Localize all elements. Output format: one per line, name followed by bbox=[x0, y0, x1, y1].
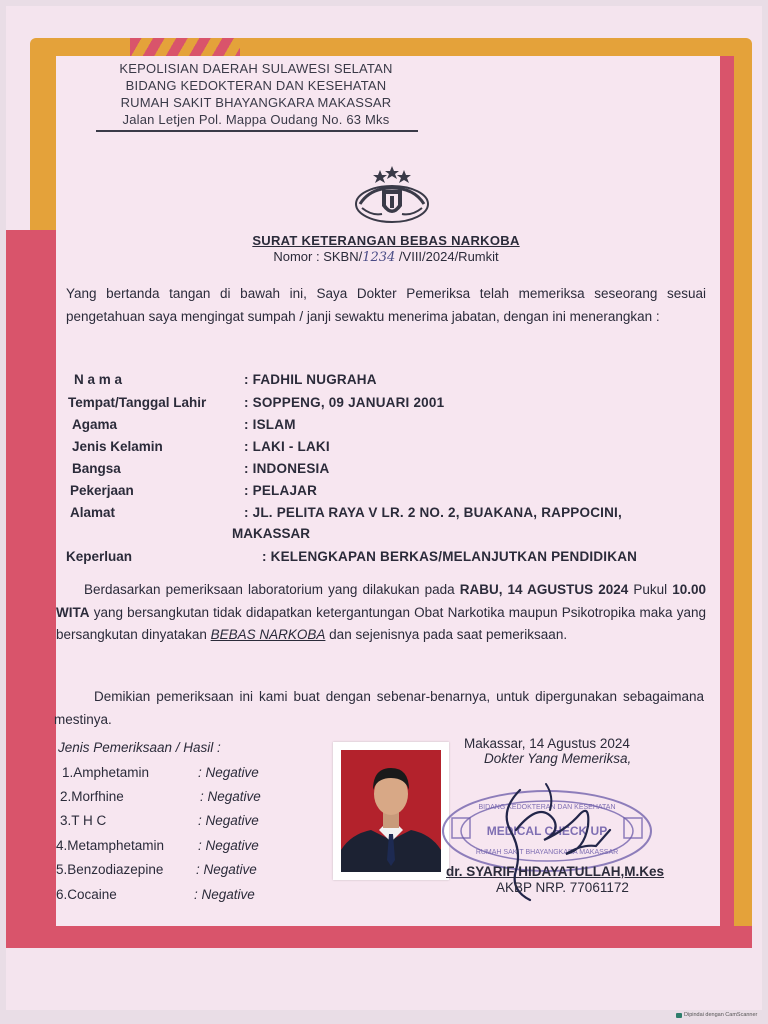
exam-status: BEBAS NARKOBA bbox=[210, 627, 326, 642]
frame-stripes bbox=[130, 38, 240, 56]
doctor-name: dr. SYARIF HIDAYATULLAH,M.Kes bbox=[446, 864, 665, 879]
applicant-photo bbox=[333, 742, 449, 880]
camscanner-icon bbox=[676, 1013, 682, 1018]
field-label-name: N a m a bbox=[74, 372, 123, 387]
exam-time: 10.00 WITA bbox=[56, 582, 706, 620]
document-number-suffix: /VIII/2024/Rumkit bbox=[395, 249, 499, 264]
frame-border-red-left bbox=[6, 230, 56, 948]
field-value-gender: : LAKI - LAKI bbox=[244, 439, 330, 454]
field-value-name: : FADHIL NUGRAHA bbox=[244, 372, 377, 387]
field-value-nationality: : INDONESIA bbox=[244, 461, 330, 476]
document-number-handwritten: 1234 bbox=[362, 250, 396, 265]
exam-date: RABU, 14 AGUSTUS 2024 bbox=[459, 582, 629, 597]
frame-border-red-bottom bbox=[6, 926, 752, 948]
letterhead-line-2: BIDANG KEDOKTERAN DAN KESEHATAN bbox=[125, 78, 387, 93]
result-value: : Negative bbox=[194, 887, 255, 902]
signature-role: Dokter Yang Memeriksa, bbox=[484, 751, 632, 766]
document-title: SURAT KETERANGAN BEBAS NARKOBA bbox=[252, 233, 520, 248]
result-value: : Negative bbox=[198, 838, 259, 853]
field-label-address: Alamat bbox=[70, 505, 116, 520]
result-name: 4.Metamphetamin bbox=[56, 838, 165, 853]
field-label-purpose: Keperluan bbox=[66, 549, 133, 564]
letterhead-line-3: RUMAH SAKIT BHAYANGKARA MAKASSAR bbox=[120, 95, 392, 110]
closing-paragraph bbox=[54, 686, 704, 731]
scanner-text: Dipindai dengan CamScanner bbox=[684, 1012, 758, 1018]
exam-text-3: yang bersangkutan tidak didapatkan ketergantungan Obat Narkotika maupun Psikotropika maka yang bersangkutan dinyatakan bbox=[56, 604, 706, 642]
letterhead-line-4: Jalan Letjen Pol. Mappa Oudang No. 63 Mks bbox=[122, 112, 390, 127]
scanner-watermark bbox=[676, 1012, 757, 1018]
results-heading: Jenis Pemeriksaan / Hasil : bbox=[58, 740, 221, 755]
intro-paragraph: Yang bertanda tangan di bawah ini, Saya Dokter Pemeriksa telah memeriksa seseorang sesuai pengetahuan saya mengingat sumpah / janji sewaktu menerima jabatan, dengan ini menerangkan : bbox=[66, 286, 706, 324]
field-value-occupation: : PELAJAR bbox=[244, 483, 318, 498]
result-name: 5.Benzodiazepine bbox=[56, 862, 164, 877]
result-name: 6.Cocaine bbox=[56, 887, 117, 902]
letterhead bbox=[96, 60, 416, 128]
doctor-nrp: AKBP NRP. 77061172 bbox=[496, 880, 629, 895]
exam-text-1: Berdasarkan pemeriksaan laboratorium yang dilakukan pada bbox=[84, 582, 460, 597]
field-value-address-continuation: MAKASSAR bbox=[232, 526, 311, 541]
exam-text-2: Pukul bbox=[628, 582, 673, 597]
document-number-prefix: Nomor : SKBN/ bbox=[273, 249, 363, 264]
field-value-birth: : SOPPENG, 09 JANUARI 2001 bbox=[244, 395, 445, 410]
result-value: : Negative bbox=[198, 765, 259, 780]
field-value-purpose: : KELENGKAPAN BERKAS/MELANJUTKAN PENDIDIKAN bbox=[262, 549, 638, 564]
document-number bbox=[186, 249, 586, 265]
result-name: 2.Morfhine bbox=[60, 789, 124, 804]
field-label-occupation: Pekerjaan bbox=[70, 483, 134, 498]
result-value: : Negative bbox=[196, 862, 257, 877]
field-label-birth: Tempat/Tanggal Lahir bbox=[68, 395, 207, 410]
field-value-religion: : ISLAM bbox=[244, 417, 296, 432]
field-label-religion: Agama bbox=[72, 417, 118, 432]
examination-paragraph bbox=[56, 579, 706, 647]
field-label-nationality: Bangsa bbox=[72, 461, 121, 476]
stamp-top-text: BIDANG KEDOKTERAN DAN KESEHATAN bbox=[478, 804, 616, 811]
result-name: 3.T H C bbox=[60, 813, 107, 828]
signature-place-date: Makassar, 14 Agustus 2024 bbox=[464, 736, 630, 751]
exam-text-4: dan sejenisnya pada saat pemeriksaan. bbox=[325, 627, 568, 642]
field-value-address: : JL. PELITA RAYA V LR. 2 NO. 2, BUAKANA, RAPPOCINI, bbox=[244, 505, 622, 520]
police-emblem-icon bbox=[350, 164, 434, 226]
result-name: 1.Amphetamin bbox=[62, 765, 150, 780]
stamp-center-text: MEDICAL CHECK UP bbox=[486, 824, 608, 838]
result-value: : Negative bbox=[198, 813, 259, 828]
stamp-bottom-text: RUMAH SAKIT BHAYANGKARA MAKASSAR bbox=[475, 849, 619, 856]
letterhead-divider bbox=[96, 130, 418, 132]
closing-text: Demikian pemeriksaan ini kami buat dengan sebenar-benarnya, untuk dipergunakan sebagaimana mestinya. bbox=[54, 689, 704, 727]
field-label-gender: Jenis Kelamin bbox=[72, 439, 163, 454]
result-value: : Negative bbox=[200, 789, 261, 804]
letterhead-line-1: KEPOLISIAN DAERAH SULAWESI SELATAN bbox=[119, 61, 393, 76]
